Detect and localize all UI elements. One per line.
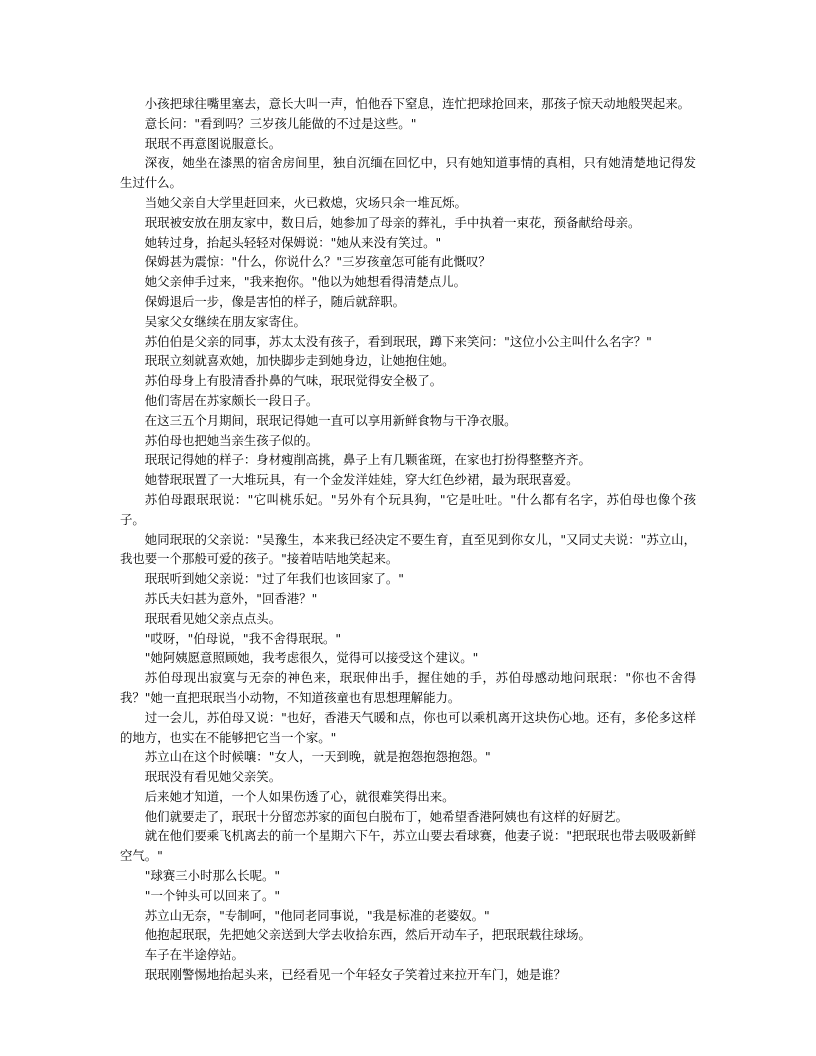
paragraph: 深夜，她坐在漆黑的宿舍房间里，独自沉缅在回忆中，只有她知道事情的真相，只有她清楚地记得发生过什么。 xyxy=(120,155,696,191)
paragraph: 车子在半途停站。 xyxy=(144,947,244,963)
paragraph: 苏伯母跟珉珉说："它叫桃乐妃。"另外有个玩具狗，"它是吐吐。"什么都有名字，苏伯母也像个孩子。 xyxy=(120,491,696,527)
paragraph: 小孩把球往嘴里塞去，意长大叫一声，怕他吞下窒息，连忙把球抢回来，那孩子惊天动地般哭起来。 xyxy=(144,96,690,111)
paragraph: 苏氏夫妇甚为意外，"回香港？" xyxy=(144,590,318,606)
paragraph: 苏伯母身上有股清香扑鼻的气味，珉珉觉得安全极了。 xyxy=(144,373,443,389)
paragraph: 当她父亲自大学里赶回来，火已救熄，灾场只余一堆瓦烁。 xyxy=(144,194,467,210)
paragraph: 苏立山无奈，"专制呵，"他同老同事说，"我是标准的老婆奴。" xyxy=(144,907,490,923)
paragraph: 珉珉立刻就喜欢她，加快脚步走到她身边，让她抱住她。 xyxy=(144,353,455,369)
paragraph: 珉珉被安放在朋友家中，数日后，她参加了母亲的葬礼，手中执着一束花，预备献给母亲。 xyxy=(144,214,641,230)
paragraph: 她转过身，抬起头轻轻对保姆说："她从来没有笑过。" xyxy=(144,234,442,250)
paragraph: 珉珉看见她父亲点点头。 xyxy=(144,610,282,626)
document-body xyxy=(120,94,696,985)
paragraph: 苏伯母也把她当亲生孩子似的。 xyxy=(144,432,319,448)
paragraph: 后来她才知道，一个人如果伤透了心，就很难笑得出来。 xyxy=(144,788,455,804)
paragraph: 他们就要走了，珉珉十分留恋苏家的面包白脱布丁，她希望香港阿姨也有这样的好厨艺。 xyxy=(144,808,629,824)
paragraph: 他抱起珉珉，先把她父亲送到大学去收拾东西，然后开动车子，把珉珉载往球场。 xyxy=(144,927,591,943)
paragraph: "一个钟头可以回来了。" xyxy=(144,887,281,903)
paragraph: "哎呀，"伯母说，"我不舍得珉珉。" xyxy=(144,630,342,646)
paragraph: 她替珉珉置了一大堆玩具，有一个金发洋娃娃，穿大红色纱裙，最为珉珉喜爱。 xyxy=(144,472,579,488)
paragraph: 苏立山在这个时候嚷："女人，一天到晚，就是抱怨抱怨抱怨。" xyxy=(144,749,491,765)
paragraph: 保姆退后一步，像是害怕的样子，随后就辞职。 xyxy=(144,293,405,309)
paragraph: 珉珉记得她的样子：身材瘦削高挑，鼻子上有几颗雀斑，在家也打扮得整整齐齐。 xyxy=(144,452,591,468)
paragraph: 就在他们要乘飞机离去的前一个星期六下午，苏立山要去看球赛，他妻子说："把珉珉也带去吸吸新鲜空气。" xyxy=(120,828,696,864)
paragraph: "她阿姨愿意照顾她，我考虑很久，觉得可以接受这个建议。" xyxy=(144,650,479,666)
paragraph: 吴家父女继续在朋友家寄住。 xyxy=(144,313,306,329)
paragraph: 在这三五个月期间，珉珉记得她一直可以享用新鲜食物与干净衣服。 xyxy=(144,412,517,428)
paragraph: 保姆甚为震惊："什么，你说什么？"三岁孩童怎可能有此慨叹？ xyxy=(144,254,491,270)
paragraph: 珉珉刚警惕地抬起头来，已经看见一个年轻女子笑着过来拉开车门，她是谁？ xyxy=(144,967,567,983)
paragraph: 珉珉不再意图说服意长。 xyxy=(144,135,282,151)
paragraph: 她父亲伸手过来，"我来抱你。"他以为她想看得清楚点儿。 xyxy=(144,274,466,290)
paragraph: 苏伯伯是父亲的同事，苏太太没有孩子，看到珉珉，蹲下来笑问："这位小公主叫什么名字？" xyxy=(144,333,652,349)
paragraph: "球赛三小时那么长呢。" xyxy=(144,868,281,884)
paragraph: 珉珉听到她父亲说："过了年我们也该回家了。" xyxy=(144,571,405,587)
paragraph: 过一会儿，苏伯母又说："也好，香港天气暖和点，你也可以乘机离开这块伤心地。还有，多伦多这样的地方，也实在不能够把它当一个家。" xyxy=(120,709,696,745)
paragraph: 她同珉珉的父亲说："吴豫生，本来我已经决定不要生育，直至见到你女儿，"又同丈夫说："苏立山，我也要一个那般可爱的孩子。"接着咭咭地笑起来。 xyxy=(120,531,696,567)
paragraph: 苏伯母现出寂寞与无奈的神色来，珉珉伸出手，握住她的手，苏伯母感动地问珉珉："你也不舍得我？"她一直把珉珉当小动物，不知道孩童也有思想理解能力。 xyxy=(120,670,696,705)
paragraph: 珉珉没有看见她父亲笑。 xyxy=(144,769,282,785)
paragraph: 意长问："看到吗？三岁孩儿能做的不过是这些。" xyxy=(144,115,417,131)
paragraph: 他们寄居在苏家颇长一段日子。 xyxy=(144,392,319,408)
